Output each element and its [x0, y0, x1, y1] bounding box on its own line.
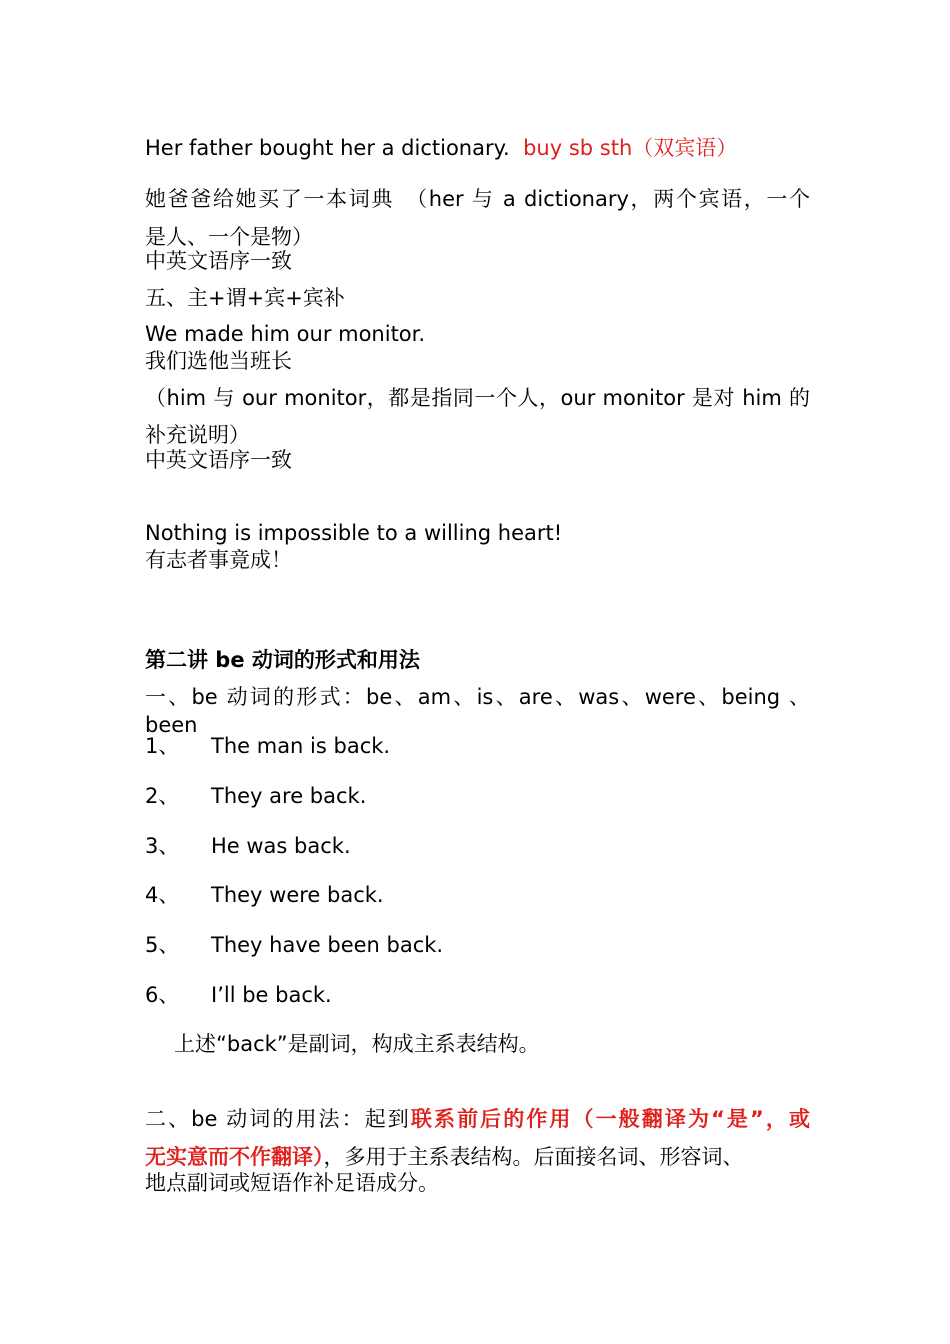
motto-chinese: 有志者事竟成！	[145, 548, 292, 572]
word-order-note: 中英文语序一致	[145, 249, 292, 273]
lecture-title: 第二讲 be 动词的形式和用法	[145, 648, 420, 672]
example-number: 6、	[145, 983, 180, 1007]
section-five-english: We made him our monitor.	[145, 322, 426, 346]
section-five-explanation-line2: 补充说明）	[145, 423, 250, 447]
example-sentence: I’ll be back.	[211, 983, 332, 1007]
example-number: 1、	[145, 734, 180, 758]
example-sentence: They have been back.	[211, 933, 444, 957]
example-english: Her father bought her a dictionary.	[145, 136, 510, 160]
example-number: 3、	[145, 834, 180, 858]
usage-structure-text: ，多用于主系表结构。后面接名词、形容词、	[323, 1145, 744, 1169]
example-number: 5、	[145, 933, 180, 957]
section-five-heading: 五、主+谓+宾+宾补	[145, 286, 345, 310]
section-five-explanation-line1: （him 与 our monitor，都是指同一个人，our monitor 是对 him 的	[145, 386, 810, 410]
example-sentence: He was back.	[211, 834, 351, 858]
example-number: 2、	[145, 784, 180, 808]
example-translation-line2: 是人、一个是物）	[145, 225, 313, 249]
example-sentence: They are back.	[211, 784, 367, 808]
be-usage-line3: 地点副词或短语作补足语成分。	[145, 1171, 439, 1195]
motto-english: Nothing is impossible to a willing heart!	[145, 521, 563, 545]
double-object-example	[145, 134, 810, 162]
be-forms-heading: 一、be 动词的形式：be、am、is、are、was、were、being 、been	[145, 685, 810, 737]
pattern-note: buy sb sth（双宾语）	[523, 136, 738, 160]
section-five-note: 中英文语序一致	[145, 448, 292, 472]
example-number: 4、	[145, 883, 180, 907]
be-usage-line1	[145, 1105, 810, 1133]
example-translation-line1: 她爸爸给她买了一本词典 （her 与 a dictionary，两个宾语，一个	[145, 187, 810, 211]
usage-highlight: 联系前后的作用（一般翻译为“是”，或	[410, 1107, 810, 1131]
examples-note: 上述“back”是副词，构成主系表结构。	[174, 1032, 540, 1056]
example-sentence: They were back.	[211, 883, 384, 907]
usage-prefix: 二、be 动词的用法：起到	[145, 1107, 411, 1131]
section-five-translation: 我们选他当班长	[145, 349, 292, 373]
be-usage-line2	[145, 1143, 810, 1171]
usage-highlight-continued: 无实意而不作翻译）	[145, 1145, 324, 1169]
example-sentence: The man is back.	[211, 734, 391, 758]
